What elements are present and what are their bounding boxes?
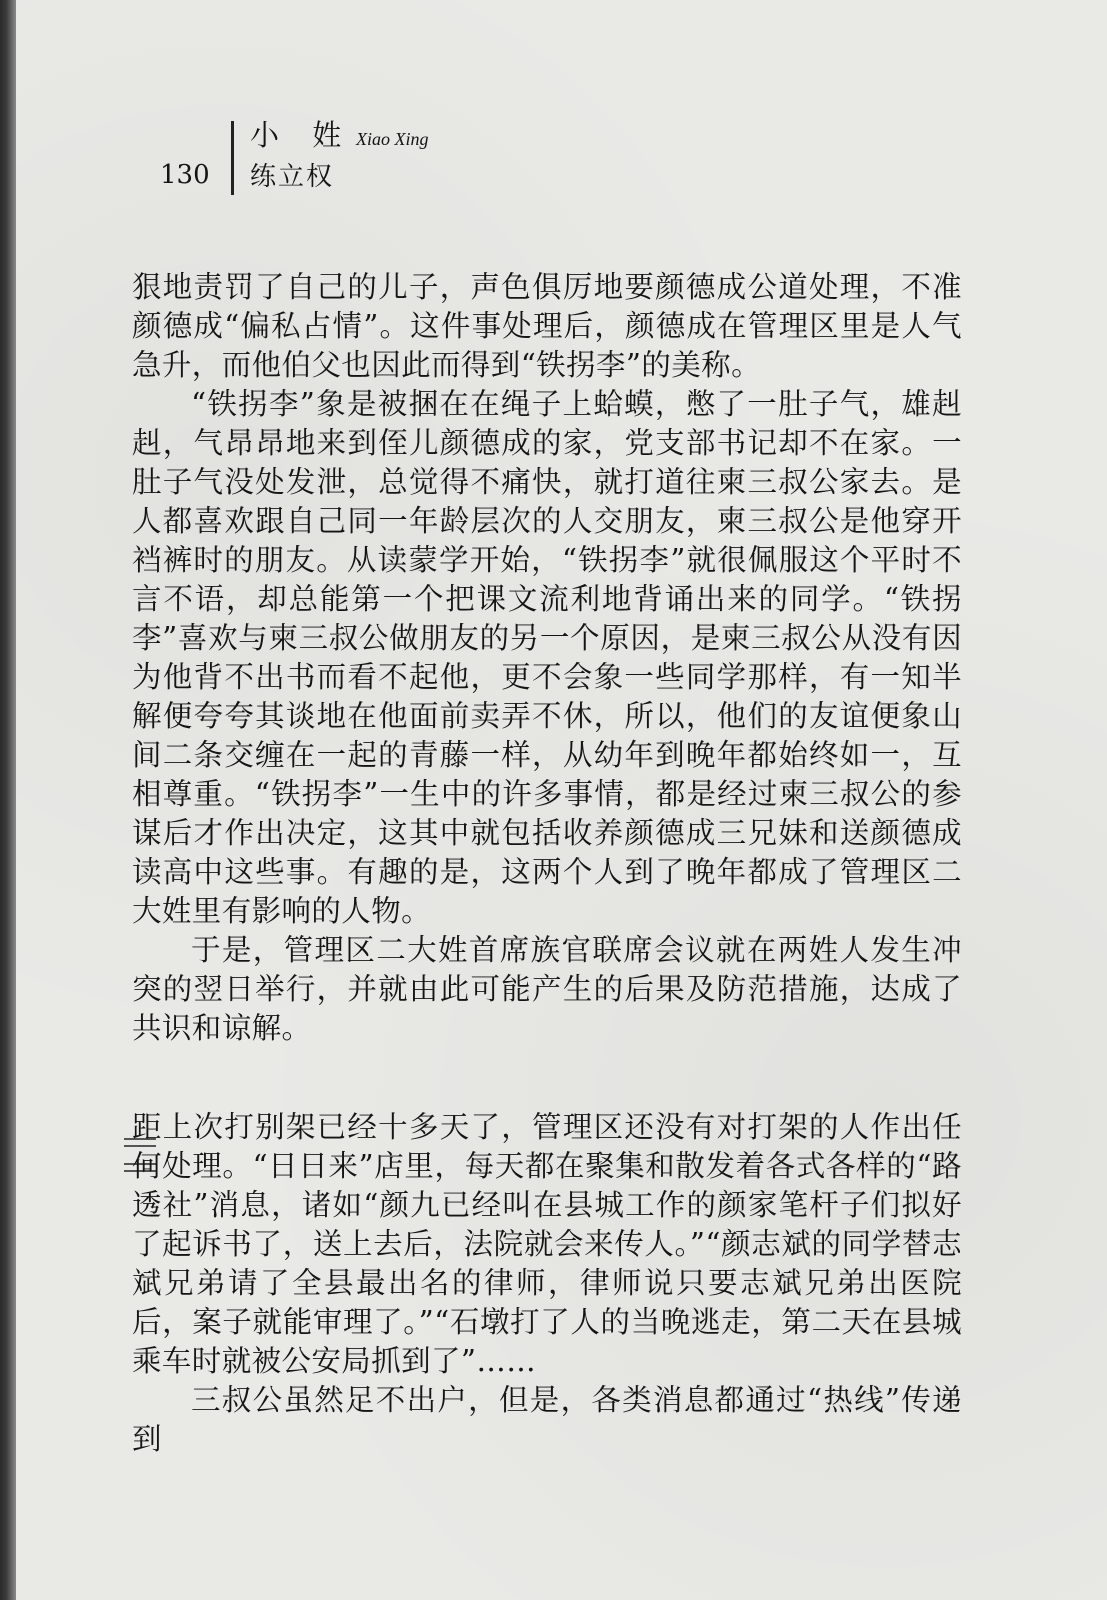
header-divider <box>231 121 234 195</box>
book-title-pinyin: Xiao Xing <box>356 129 429 149</box>
body-text <box>132 268 962 1459</box>
section-gap <box>132 1048 962 1108</box>
paragraph: 三叔公虽然足不出户，但是，各类消息都通过“热线”传递到 <box>132 1383 962 1456</box>
page-number: 130 <box>160 160 210 190</box>
paragraph: 于是，管理区二大姓首席族官联席会议就在两姓人发生冲突的翌日举行，并就由此可能产生的后果及防范措施，达成了共识和谅解。 <box>132 933 962 1045</box>
paragraph: 狠地责罚了自己的儿子，声色俱厉地要颜德成公道处理，不准颜德成“偏私占情”。这件事处理后，颜德成在管理区里是人气急升，而他伯父也因此而得到“铁拐李”的美称。 <box>132 270 962 382</box>
paragraph: 距上次打别架已经十多天了，管理区还没有对打架的人作出任何处理。“日日来”店里，每天都在聚集和散发着各式各样的“路透社”消息，诸如“颜九已经叫在县城工作的颜家笔杆子们拟好了起诉书了，送上去后，法院就会来传人。”“颜志斌的同学替志斌兄弟请了全县最出名的律师，律师说只要志斌兄弟出医院后，案子就能审理了。”“石墩打了人的当晚逃走，第二天在县城乘车时就被公安局抓到了”…… <box>132 1110 962 1378</box>
author-name: 练立权 <box>250 162 335 192</box>
paragraph: “铁拐李”象是被捆在在绳子上蛤蟆，憋了一肚子气，雄赳赳，气昂昂地来到侄儿颜德成的家，党支部书记却不在家。一肚子气没处发泄，总觉得不痛快，就打道往柬三叔公家去。是人都喜欢跟自己同一年龄层次的人交朋友，柬三叔公是他穿开裆裤时的朋友。从读蒙学开始，“铁拐李”就很佩服这个平时不言不语，却总能第一个把课文流利地背诵出来的同学。“铁拐李”喜欢与柬三叔公做朋友的另一个原因，是柬三叔公从没有因为他背不出书而看不起他，更不会象一些同学那样，有一知半解便夸夸其谈地在他面前卖弄不休，所以，他们的友谊便象山间二条交缠在一起的青藤一样，从幼年到晚年都始终如一，互相尊重。“铁拐李”一生中的许多事情，都是经过柬三叔公的参谋后才作出决定，这其中就包括收养颜德成三兄妹和送颜德成读高中这些事。有趣的是，这两个人到了晚年都成了管理区二大姓里有影响的人物。 <box>132 387 962 928</box>
running-head <box>160 118 580 208</box>
book-title: 小 姓 <box>250 118 354 152</box>
scan-binding-edge <box>0 0 16 1600</box>
